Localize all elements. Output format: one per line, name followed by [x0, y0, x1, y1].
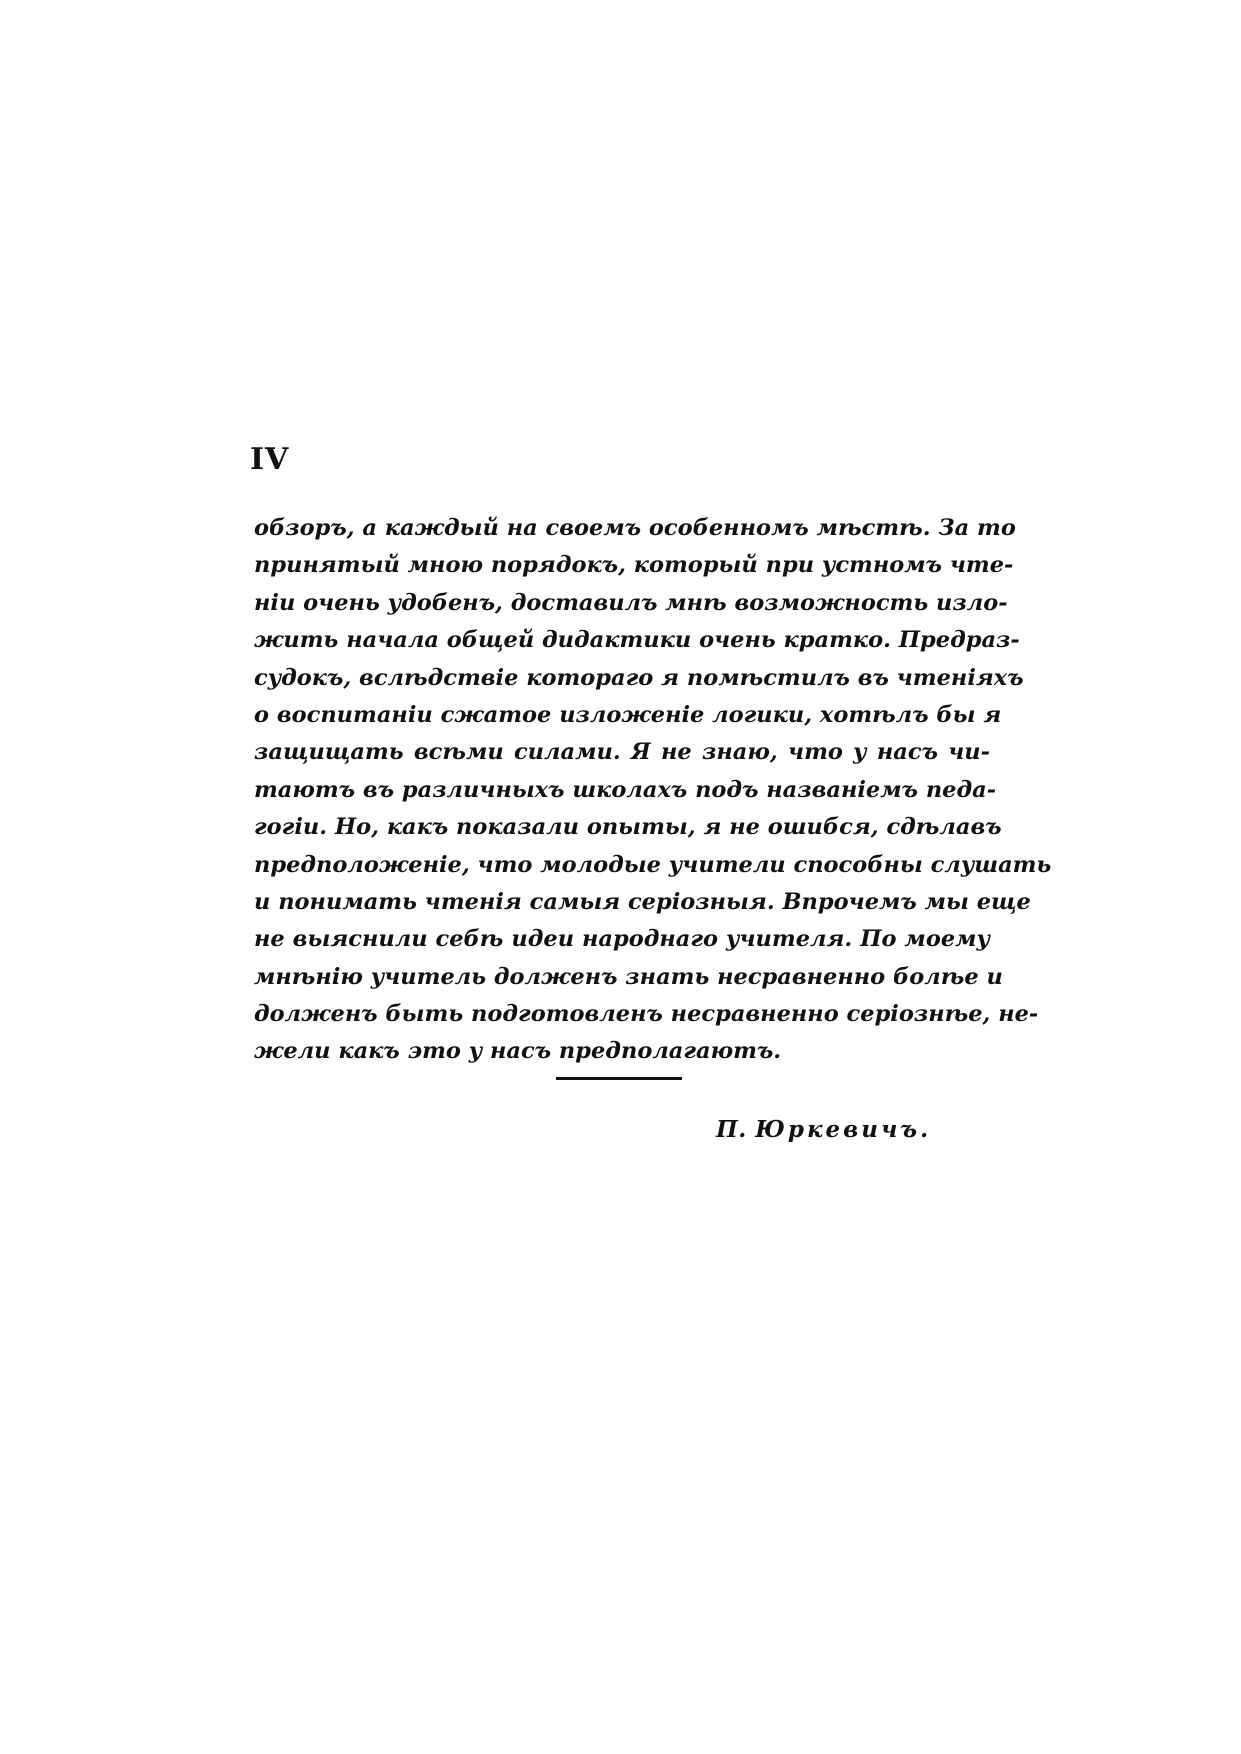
page-number: IV — [250, 442, 290, 477]
text-line: жели какъ это у насъ предполагаютъ. — [254, 1038, 782, 1065]
text-line: предположеніе, что молодые учители способны слушать — [254, 851, 1052, 878]
text-line: гогіи. Но, какъ показали опыты, я не ошибся, сдѣлавъ — [254, 814, 1002, 841]
text-line: таютъ въ различныхъ школахъ подъ названіемъ педа- — [254, 776, 997, 803]
author-initial: П. — [716, 1116, 747, 1143]
text-line: обзоръ, а каждый на своемъ особенномъ мѣстѣ. За то — [254, 515, 1016, 541]
author-signature — [716, 1112, 931, 1148]
text-line: о воспитаніи сжатое изложеніе логики, хотѣлъ бы я — [254, 701, 1002, 728]
text-line: жить начала общей дидактики очень кратко. Предраз- — [254, 627, 1020, 654]
text-line: не выяснили себѣ идеи народнаго учителя. По моему — [254, 926, 990, 953]
text-line: принятый мною порядокъ, который при устномъ чте- — [254, 552, 1014, 579]
text-line: ніи очень удобенъ, доставилъ мнѣ возможность изло- — [254, 589, 1008, 616]
text-line: судокъ, вслѣдствіе котораго я помѣстилъ въ чтеніяхъ — [254, 664, 1024, 691]
author-surname: Юркевичъ. — [755, 1116, 932, 1143]
end-rule-divider — [556, 1077, 682, 1080]
text-line: и понимать чтенія самыя серіозныя. Впрочемъ мы еще — [254, 888, 1031, 915]
text-line: долженъ быть подготовленъ несравненно серіознѣе, не- — [254, 1001, 1039, 1028]
text-line: защищать всѣми силами. Я не знаю, что у насъ чи- — [254, 739, 990, 766]
body-text — [254, 510, 1052, 1071]
text-line: мнѣнію учитель долженъ знать несравненно болѣе и — [254, 963, 1003, 990]
